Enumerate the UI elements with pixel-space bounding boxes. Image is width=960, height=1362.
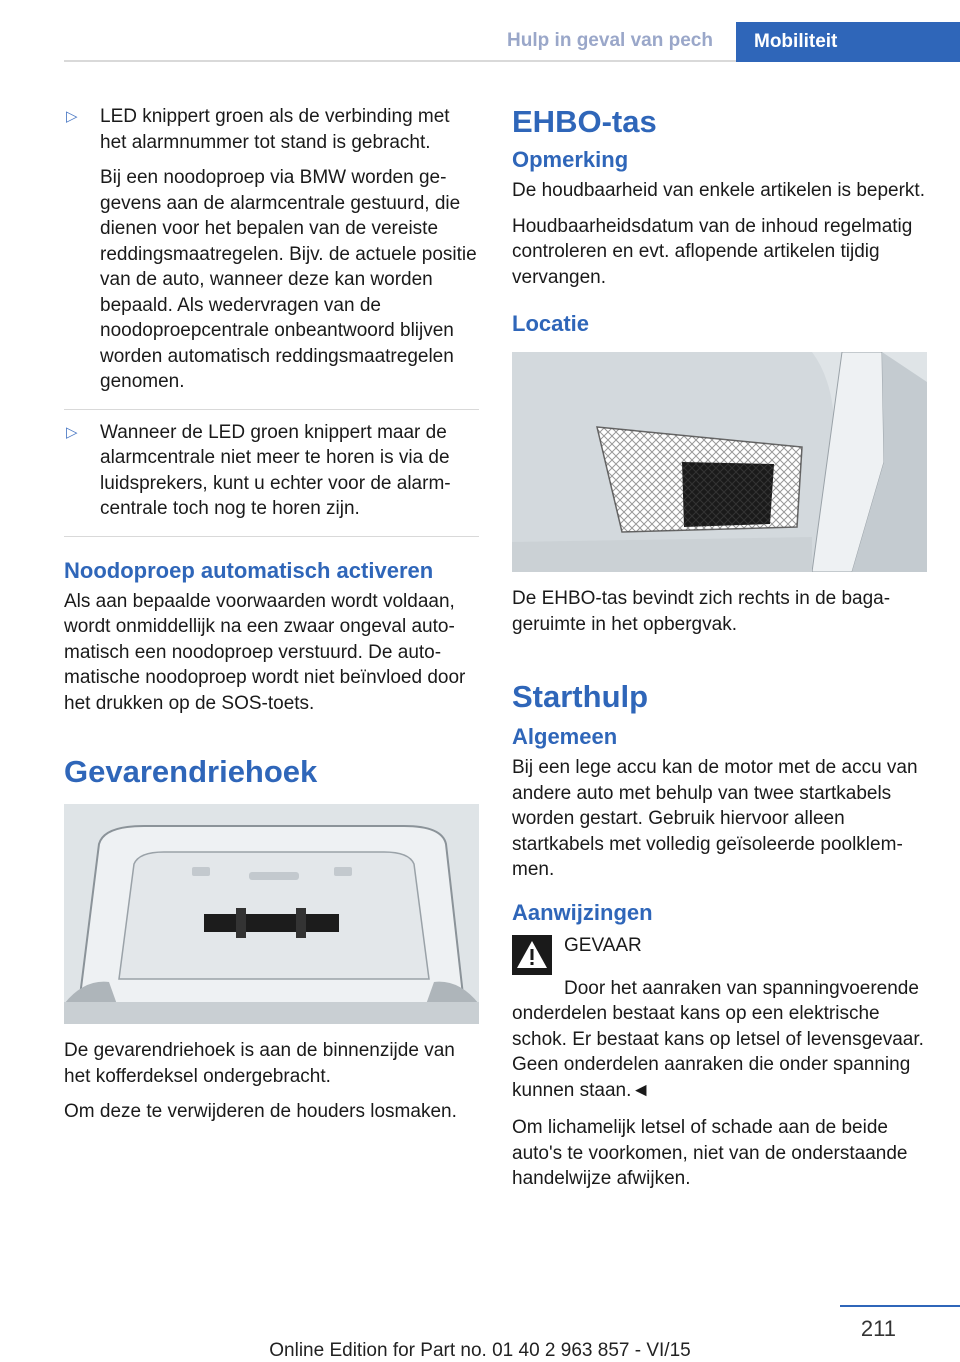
left-column (64, 104, 479, 1135)
section-heading: Locatie (512, 311, 590, 336)
header-section-title: Hulp in geval van pech (507, 30, 713, 51)
bullet-text: Bij een noodoproep via BMW worden gegevens aan de alarmcentrale gestuurd, die dienen voor het bepalen van de vereiste reddingsmaatregelen. Bijv. de actuele positie van de auto, wanneer deze kan worden bepaald. Als wedervragen van de noodoproepcentrale onbeantwoord blijven worden automatisch reddingsmaatregelen genomen. (100, 167, 477, 392)
chapter-heading: Starthulp (512, 679, 649, 714)
triangle-bullet-icon: ▷ (66, 108, 78, 125)
paragraph: Bij een lege accu kan de motor met de accu van andere auto met behulp van twee startkabels worden gestart. Gebruik hiervoor alleen startkabels met volledig geïsoleerde poolklemmen. (512, 757, 918, 880)
triangle-bullet-icon: ▷ (66, 423, 78, 441)
bullet-text: Wanneer de LED groen knippert maar de alarmcentrale niet meer te horen is via de luidsprekers, kunt u echter voor de alarmcentrale toch nog te horen zijn. (100, 421, 451, 519)
warning-block (512, 933, 930, 980)
header-chapter-tab: Mobiliteit (736, 22, 960, 62)
figure-caption: De EHBO-tas bevindt zich rechts in de bagageruimte in het opbergvak. (512, 588, 891, 635)
section-heading: Opmerking (512, 147, 629, 172)
divider (64, 409, 479, 410)
luggage-net-drawing (512, 352, 927, 572)
warning-text: Door het aanraken van spanningvoerende onderdelen bestaat kans op een elektrische schok. Er bestaat kans op letsel of levensgevaar. Geen onderdelen aanraken die onder spanning kunnen staan.◄ (512, 977, 924, 1101)
right-column (512, 104, 930, 1202)
section-heading: Algemeen (512, 724, 618, 749)
warning-triangle-icon (512, 933, 564, 980)
section-heading: Aanwijzingen (512, 899, 653, 925)
divider (64, 536, 479, 537)
luggage-net-illustration (512, 352, 927, 572)
bullet-item (64, 420, 479, 526)
chapter-heading: EHBO-tas (512, 104, 657, 139)
section-heading: Noodoproep automatisch activeren (64, 557, 434, 583)
online-edition-note: Online Edition for Part no. 01 40 2 963 857 - VI/15 (269, 1340, 691, 1361)
chapter-heading: Gevarendriehoek (64, 754, 318, 789)
trunk-lid-illustration (64, 804, 479, 1024)
paragraph: Als aan bepaalde voorwaarden wordt voldaan, wordt onmiddellijk na een zwaar ongeval automatisch een noodoproep verstuurd. De automatische noodoproep wordt niet beïnvloed door het drukken op de SOS-toets. (64, 590, 466, 714)
figure-caption: De gevarendriehoek is aan de binnenzijde van het kofferdeksel ondergebracht. (64, 1040, 455, 1087)
page-number: 211 (860, 1316, 896, 1341)
footer-rule (840, 1305, 960, 1307)
paragraph: Houdbaarheidsdatum van de inhoud regelmatig controleren en evt. aflopende artikelen tijdig vervangen. (512, 215, 913, 288)
figure-caption: Om deze te verwijderen de houders losmaken. (64, 1101, 457, 1122)
paragraph: De houdbaarheid van enkele artikelen is beperkt. (512, 180, 925, 201)
bullet-item (64, 104, 479, 399)
bullet-text: LED knippert groen als de verbinding met het alarmnummer tot stand is gebracht. (100, 106, 450, 153)
trunk-lid-drawing (64, 804, 479, 1024)
warning-label: GEVAAR (564, 934, 642, 956)
paragraph: Om lichamelijk letsel of schade aan de beide auto's te voorkomen, niet van de onderstaande handelwijze afwijken. (512, 1117, 908, 1189)
